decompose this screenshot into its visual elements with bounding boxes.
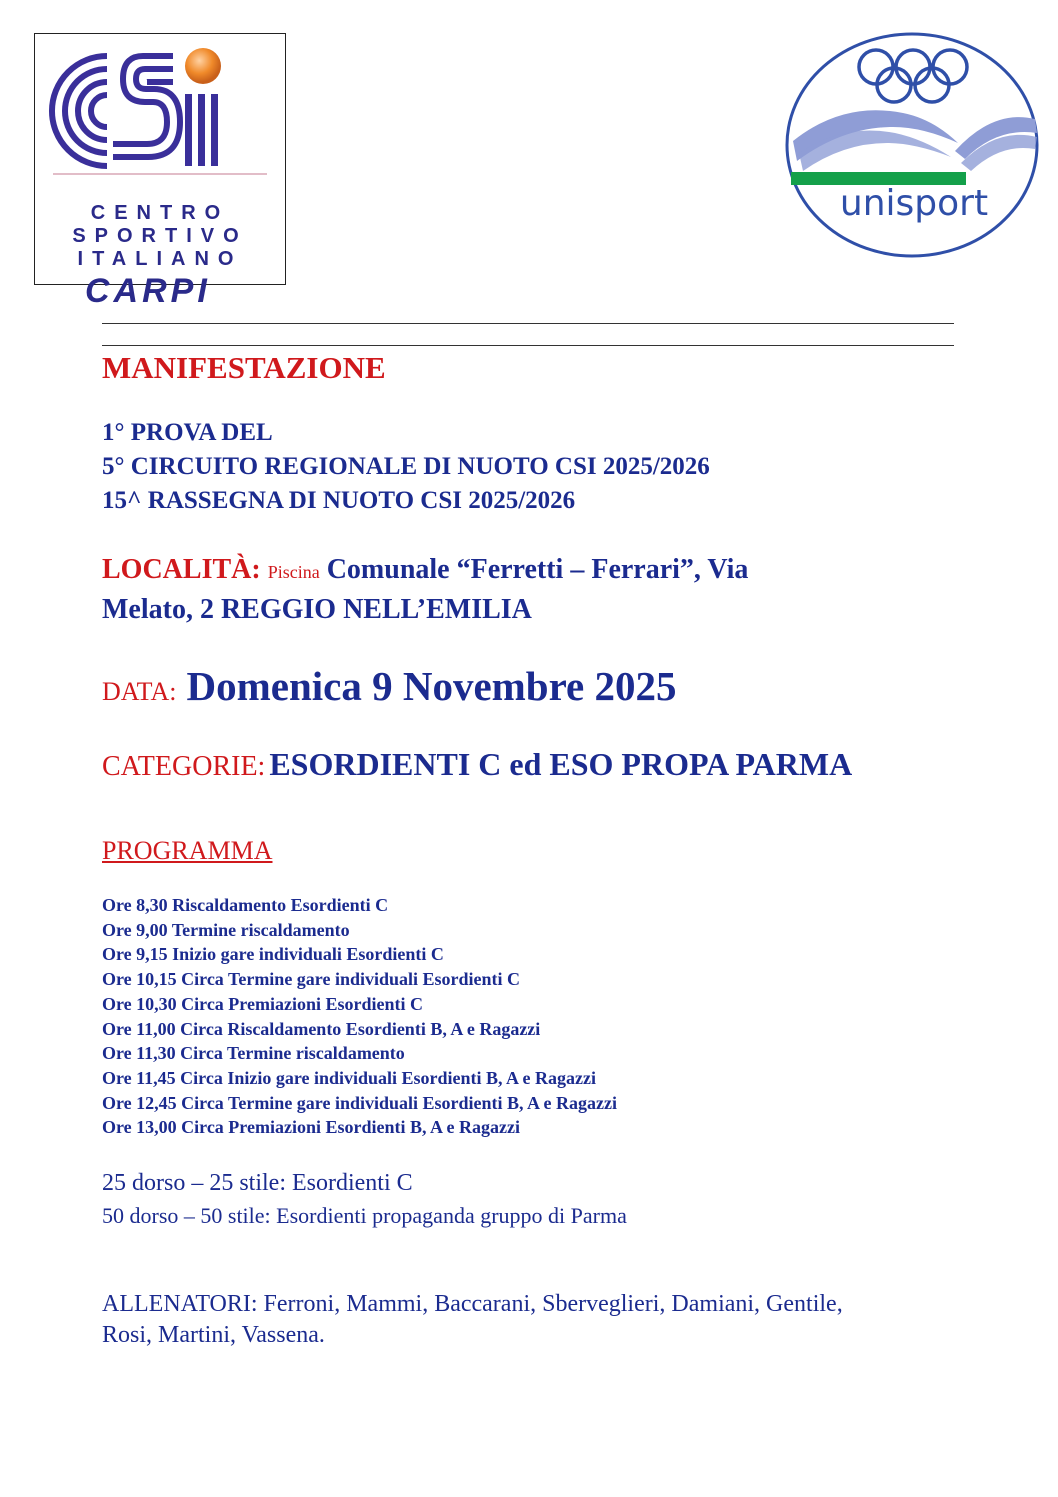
event-line-1: 1° PROVA DEL: [102, 419, 273, 446]
date-label: DATA:: [102, 677, 177, 706]
location-text-2: Melato, 2 REGGIO NELL’EMILIA: [102, 594, 532, 625]
programma-item: Ore 9,00 Termine riscaldamento: [102, 919, 350, 940]
date-value: Domenica 9 Novembre 2025: [186, 663, 677, 709]
coaches-section: [102, 1289, 1002, 1351]
races-line-1: 25 dorso – 25 stile: Esordienti C: [102, 1170, 413, 1196]
location-type: Piscina: [267, 562, 320, 582]
csi-text-line2: SPORTIVO: [72, 225, 248, 247]
event-line-3: 15^ RASSEGNA DI NUOTO CSI 2025/2026: [102, 487, 576, 514]
programma-item: Ore 9,15 Inizio gare individuali Esordienti C: [102, 944, 444, 965]
categories-label: CATEGORIE:: [102, 751, 266, 782]
location-section: [102, 551, 982, 628]
csi-carpi-logo: [34, 33, 286, 310]
programma-item: Ore 11,00 Circa Riscaldamento Esordienti B, A e Ragazzi: [102, 1018, 541, 1039]
programma-title: PROGRAMMA: [102, 836, 273, 865]
programma-item: Ore 10,15 Circa Termine gare individuali Esordienti C: [102, 969, 521, 990]
unisport-wordmark: unisport: [839, 183, 989, 224]
programma-item: Ore 10,30 Circa Premiazioni Esordienti C: [102, 993, 423, 1014]
programma-item: Ore 8,30 Riscaldamento Esordienti C: [102, 895, 389, 915]
separator-line-2: [102, 345, 954, 346]
csi-text-line1: CENTRO: [90, 202, 230, 224]
event-line-2: 5° CIRCUITO REGIONALE DI NUOTO CSI 2025/2026: [102, 453, 710, 480]
categories-value: ESORDIENTI C ed ESO PROPA PARMA: [269, 746, 853, 782]
coaches-line-2: Rosi, Martini, Vassena.: [102, 1322, 325, 1348]
location-line-1: [102, 551, 982, 591]
location-text-1: Comunale “Ferretti – Ferrari”, Via: [326, 554, 749, 585]
coaches-line-1: ALLENATORI: Ferroni, Mammi, Baccarani, Sberveglieri, Damiani, Gentile,: [102, 1291, 843, 1317]
separator-line-1: [102, 323, 954, 324]
unisport-logo: [783, 31, 1041, 259]
location-label: LOCALITÀ:: [102, 554, 261, 585]
event-section: [102, 416, 710, 518]
programma-item: Ore 11,45 Circa Inizio gare individuali Esordienti B, A e Ragazzi: [102, 1067, 597, 1088]
programma-item: Ore 13,00 Circa Premiazioni Esordienti B, A e Ragazzi: [102, 1117, 520, 1138]
page-title: MANIFESTAZIONE: [102, 350, 386, 385]
programma-list: [102, 893, 617, 1140]
date-row: [102, 662, 677, 710]
csi-city-label: CARPI: [85, 272, 211, 310]
csi-text-line3: ITALIANO: [77, 248, 243, 270]
programma-item: Ore 12,45 Circa Termine gare individuali Esordienti B, A e Ragazzi: [102, 1092, 618, 1113]
categories-row: [102, 746, 852, 783]
unisport-emblem-icon: [783, 31, 1041, 259]
programma-item: Ore 11,30 Circa Termine riscaldamento: [102, 1043, 405, 1064]
races-line-2: 50 dorso – 50 stile: Esordienti propaganda gruppo di Parma: [102, 1203, 627, 1228]
